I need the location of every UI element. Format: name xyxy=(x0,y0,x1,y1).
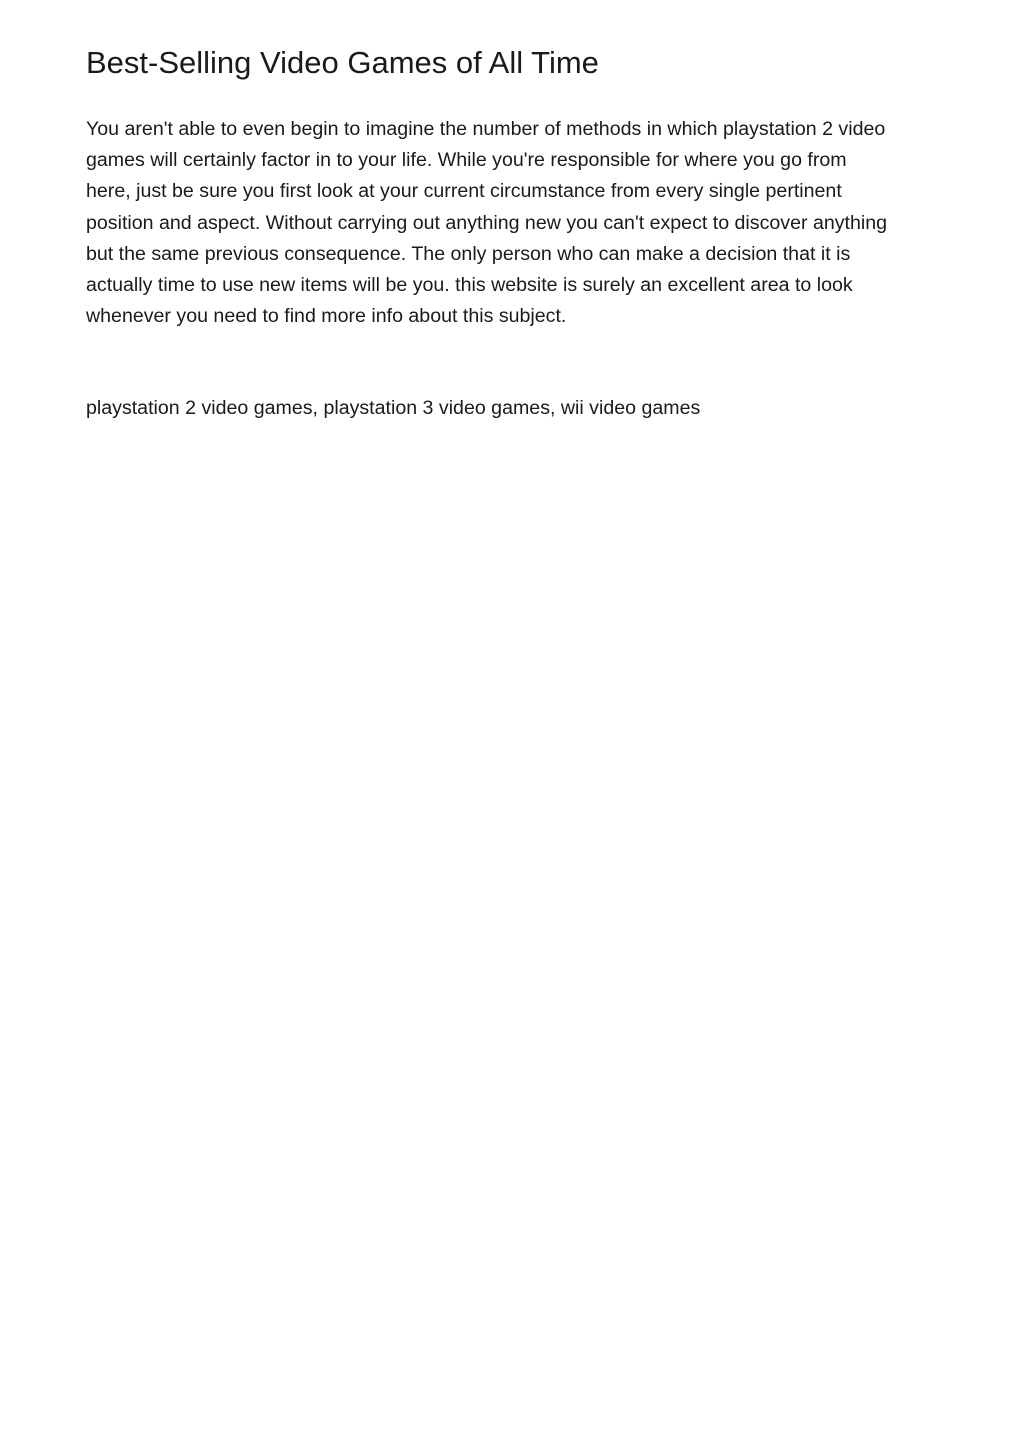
body-line: games will certainly factor in to your life. While you're responsible for where you go from xyxy=(86,149,847,172)
document-title: Best-Selling Video Games of All Time xyxy=(86,45,599,80)
body-line: You aren't able to even begin to imagine the number of methods in which playstation 2 video xyxy=(86,118,886,140)
body-line: here, just be sure you first look at your current circumstance from every single pertinent xyxy=(86,180,842,203)
body-paragraph xyxy=(86,114,946,332)
body-line: whenever you need to find more info about this subject. xyxy=(86,305,567,328)
body-line: position and aspect. Without carrying out anything new you can't expect to discover anything xyxy=(86,211,888,234)
body-line: actually time to use new items will be you. this website is surely an excellent area to look xyxy=(86,274,853,297)
keyword-tags: playstation 2 video games, playstation 3 video games, wii video games xyxy=(86,397,701,419)
body-line: but the same previous consequence. The only person who can make a decision that it is xyxy=(86,242,851,265)
